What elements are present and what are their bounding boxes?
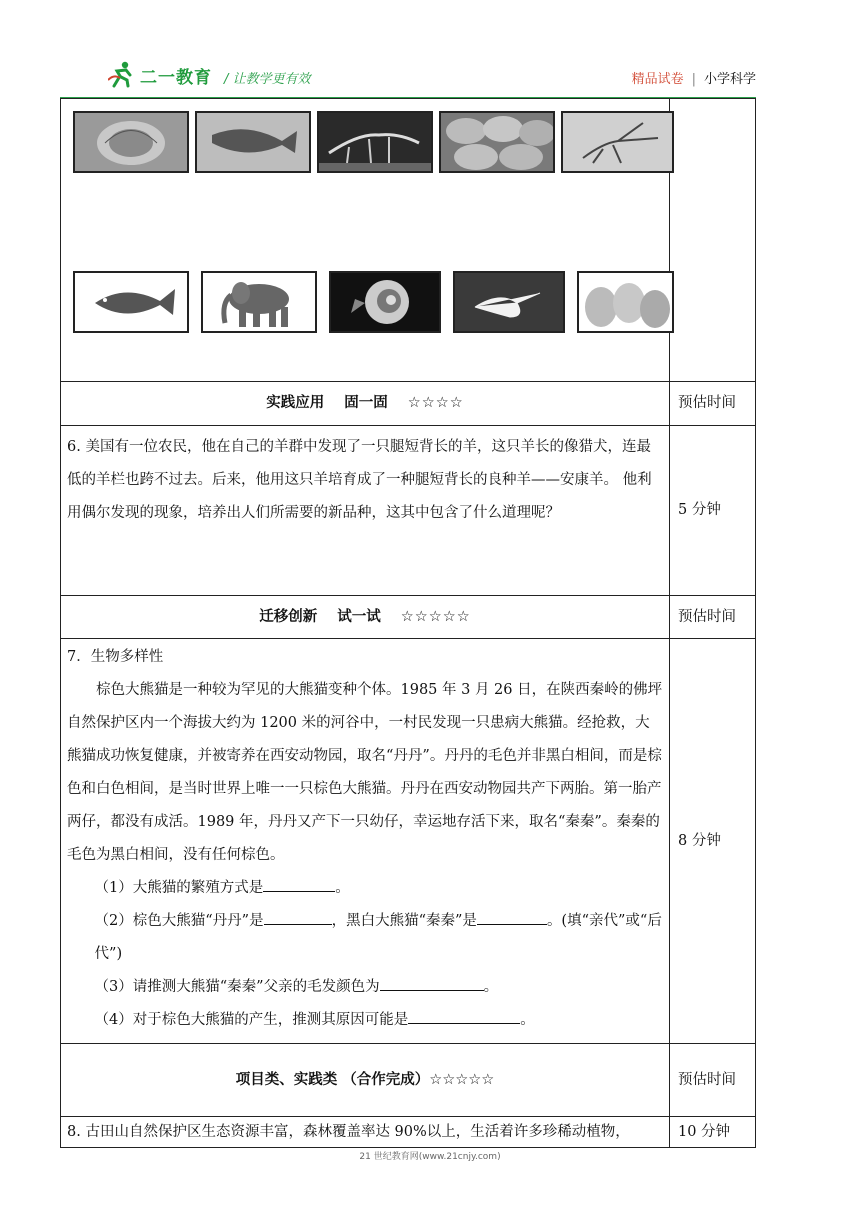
- dinosaur-eggs-fossil-photo: [439, 111, 555, 173]
- q7-sub1: （1）大熊猫的繁殖方式是 。: [67, 872, 663, 905]
- slogan: / 让教学更有效: [224, 72, 311, 87]
- q8-text: 8. 古田山自然保护区生态资源丰富，森林覆盖率达 90%以上，生活着许多珍稀动植物，: [67, 1124, 630, 1140]
- practice-time-label: 预估时间: [670, 382, 756, 426]
- page-footer: 21 世纪教育网(www.21cnjy.com): [359, 1152, 501, 1162]
- q8-cell: [61, 1117, 670, 1148]
- q6-cell: [61, 426, 670, 596]
- practice-stars: ☆☆☆☆: [407, 395, 464, 411]
- images-row: [61, 99, 756, 382]
- q7-row: [61, 639, 756, 1044]
- project-time-label: 预估时间: [670, 1044, 756, 1117]
- logo-text: 二一教育: [140, 68, 212, 88]
- transfer-section-title: [61, 596, 670, 639]
- project-section-title: 项目类、实践类 （合作完成）☆☆☆☆☆: [61, 1044, 670, 1117]
- answer-blank-2b[interactable]: [477, 908, 547, 925]
- q7-sub3: （3）请推测大熊猫“秦秦”父亲的毛发颜色为 。: [67, 971, 663, 1004]
- q7-passage: 棕色大熊猫是一种较为罕见的大熊猫变种个体。1985 年 3 月 26 日，在陕西秦岭的佛坪自然保护区内一个海拔大约为 1200 米的河谷中，一村民发现一只患病大熊猫。经抢救，大熊猫成功恢复健康，并被寄养在西安动物园，取名“丹丹”。丹丹的毛色并非黑白相间，而是棕色和白色相间，是当时世界上唯一一只棕色大熊猫。丹丹在西安动物园共产下两胎。第一胎产两仔，都没有成活。1989 年，丹丹又产下一只幼仔，幸运地存活下来，取名“秦秦”。秦秦的毛色为黑白相间，没有任何棕色。: [67, 682, 663, 863]
- egret-photo: [453, 271, 565, 333]
- transfer-stars: ☆☆☆☆☆: [400, 609, 471, 625]
- q6-time: 5 分钟: [670, 426, 756, 596]
- transfer-title: 迁移创新: [259, 609, 318, 625]
- q6-row: [61, 426, 756, 596]
- q7-sub2: （2）棕色大熊猫“丹丹”是 ，黑白大熊猫“秦秦”是 。(填“亲代”或“后代”): [67, 905, 663, 971]
- q8-time: 10 分钟: [670, 1117, 756, 1148]
- fossil-fish-photo: [195, 111, 311, 173]
- images-time-cell: [670, 99, 756, 382]
- practice-subtitle: 固一固: [344, 395, 388, 411]
- worksheet-table: [60, 98, 756, 1148]
- fossil-shell-photo: [73, 111, 189, 173]
- answer-blank-1[interactable]: [263, 875, 335, 892]
- brand-label: 精品试卷: [631, 72, 684, 87]
- eggs-photo: [577, 271, 674, 333]
- transfer-subtitle: 试一试: [337, 609, 381, 625]
- images-cell: [61, 99, 670, 382]
- transfer-section-row: [61, 596, 756, 639]
- elephant-photo: [201, 271, 317, 333]
- practice-section-row: [61, 382, 756, 426]
- practice-title: 实践应用: [266, 395, 325, 411]
- q7-sub4: （4）对于棕色大熊猫的产生，推测其原因可能是 。: [67, 1004, 663, 1037]
- practice-section-title: [61, 382, 670, 426]
- fish-photo: [73, 271, 189, 333]
- image-grid: [61, 99, 669, 381]
- bird-fossil-photo: [561, 111, 674, 173]
- transfer-time-label: 预估时间: [670, 596, 756, 639]
- project-section-row: [61, 1044, 756, 1117]
- answer-blank-2a[interactable]: [264, 908, 332, 925]
- logo-runner-icon: [108, 60, 134, 88]
- q7-time: 8 分钟: [670, 639, 756, 1044]
- subject-label: 小学科学: [703, 72, 756, 87]
- q6-text: 6. 美国有一位农民，他在自己的羊群中发现了一只腿短背长的羊，这只羊长的像猎犬，连最低的羊栏也跨不过去。后来，他用这只羊培育成了一种腿短背长的良种羊——安康羊。 他利用偶尔发现的现象，培养出人们所需要的新品种，这其中包含了什么道理呢？: [67, 439, 652, 521]
- q7-cell: [61, 639, 670, 1044]
- brand-right: [632, 68, 756, 87]
- nautilus-photo: [329, 271, 441, 333]
- dinosaur-skeleton-photo: [317, 111, 433, 173]
- answer-blank-4[interactable]: [408, 1007, 520, 1024]
- q8-row: [61, 1117, 756, 1148]
- page-header: [60, 58, 756, 98]
- answer-blank-3[interactable]: [380, 974, 484, 991]
- q7-heading: 7．生物多样性: [67, 649, 164, 665]
- brand-separator: |: [691, 72, 696, 87]
